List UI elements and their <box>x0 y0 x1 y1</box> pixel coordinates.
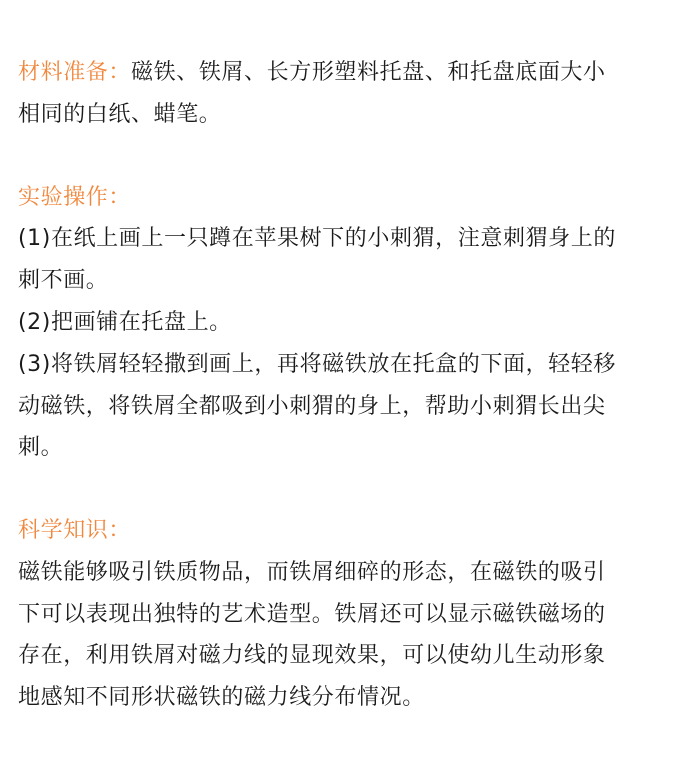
materials-line-2: 相同的白纸、蜡笔。 <box>18 102 222 127</box>
step-3-line-1: (3)将铁屑轻轻撒到画上，再将磁铁放在托盒的下面，轻轻移 <box>18 352 616 377</box>
knowledge-line-4: 地感知不同形状磁铁的磁力线分布情况。 <box>18 685 425 710</box>
step-1-line-1: (1)在纸上画上一只蹲在苹果树下的小刺猬，注意刺猬身上的 <box>18 226 616 251</box>
knowledge-heading: 科学知识： <box>18 518 132 543</box>
knowledge-line-3: 存在，利用铁屑对磁力线的显现效果，可以使幼儿生动形象 <box>18 643 606 668</box>
step-1-line-2: 刺不画。 <box>18 268 109 293</box>
operation-heading: 实验操作： <box>18 185 132 210</box>
step-3-line-2: 动磁铁，将铁屑全都吸到小刺猬的身上，帮助小刺猬长出尖 <box>18 394 606 419</box>
materials-line-1 <box>18 58 606 88</box>
knowledge-line-2: 下可以表现出独特的艺术造型。铁屑还可以显示磁铁磁场的 <box>18 602 606 627</box>
knowledge-line-1: 磁铁能够吸引铁质物品，而铁屑细碎的形态，在磁铁的吸引 <box>18 560 606 585</box>
step-2-line-1: (2)把画铺在托盘上。 <box>18 310 232 335</box>
materials-text-1: 磁铁、铁屑、长方形塑料托盘、和托盘底面大小 <box>131 60 606 85</box>
materials-label: 材料准备： <box>18 60 132 85</box>
step-3-line-3: 刺。 <box>18 435 64 460</box>
